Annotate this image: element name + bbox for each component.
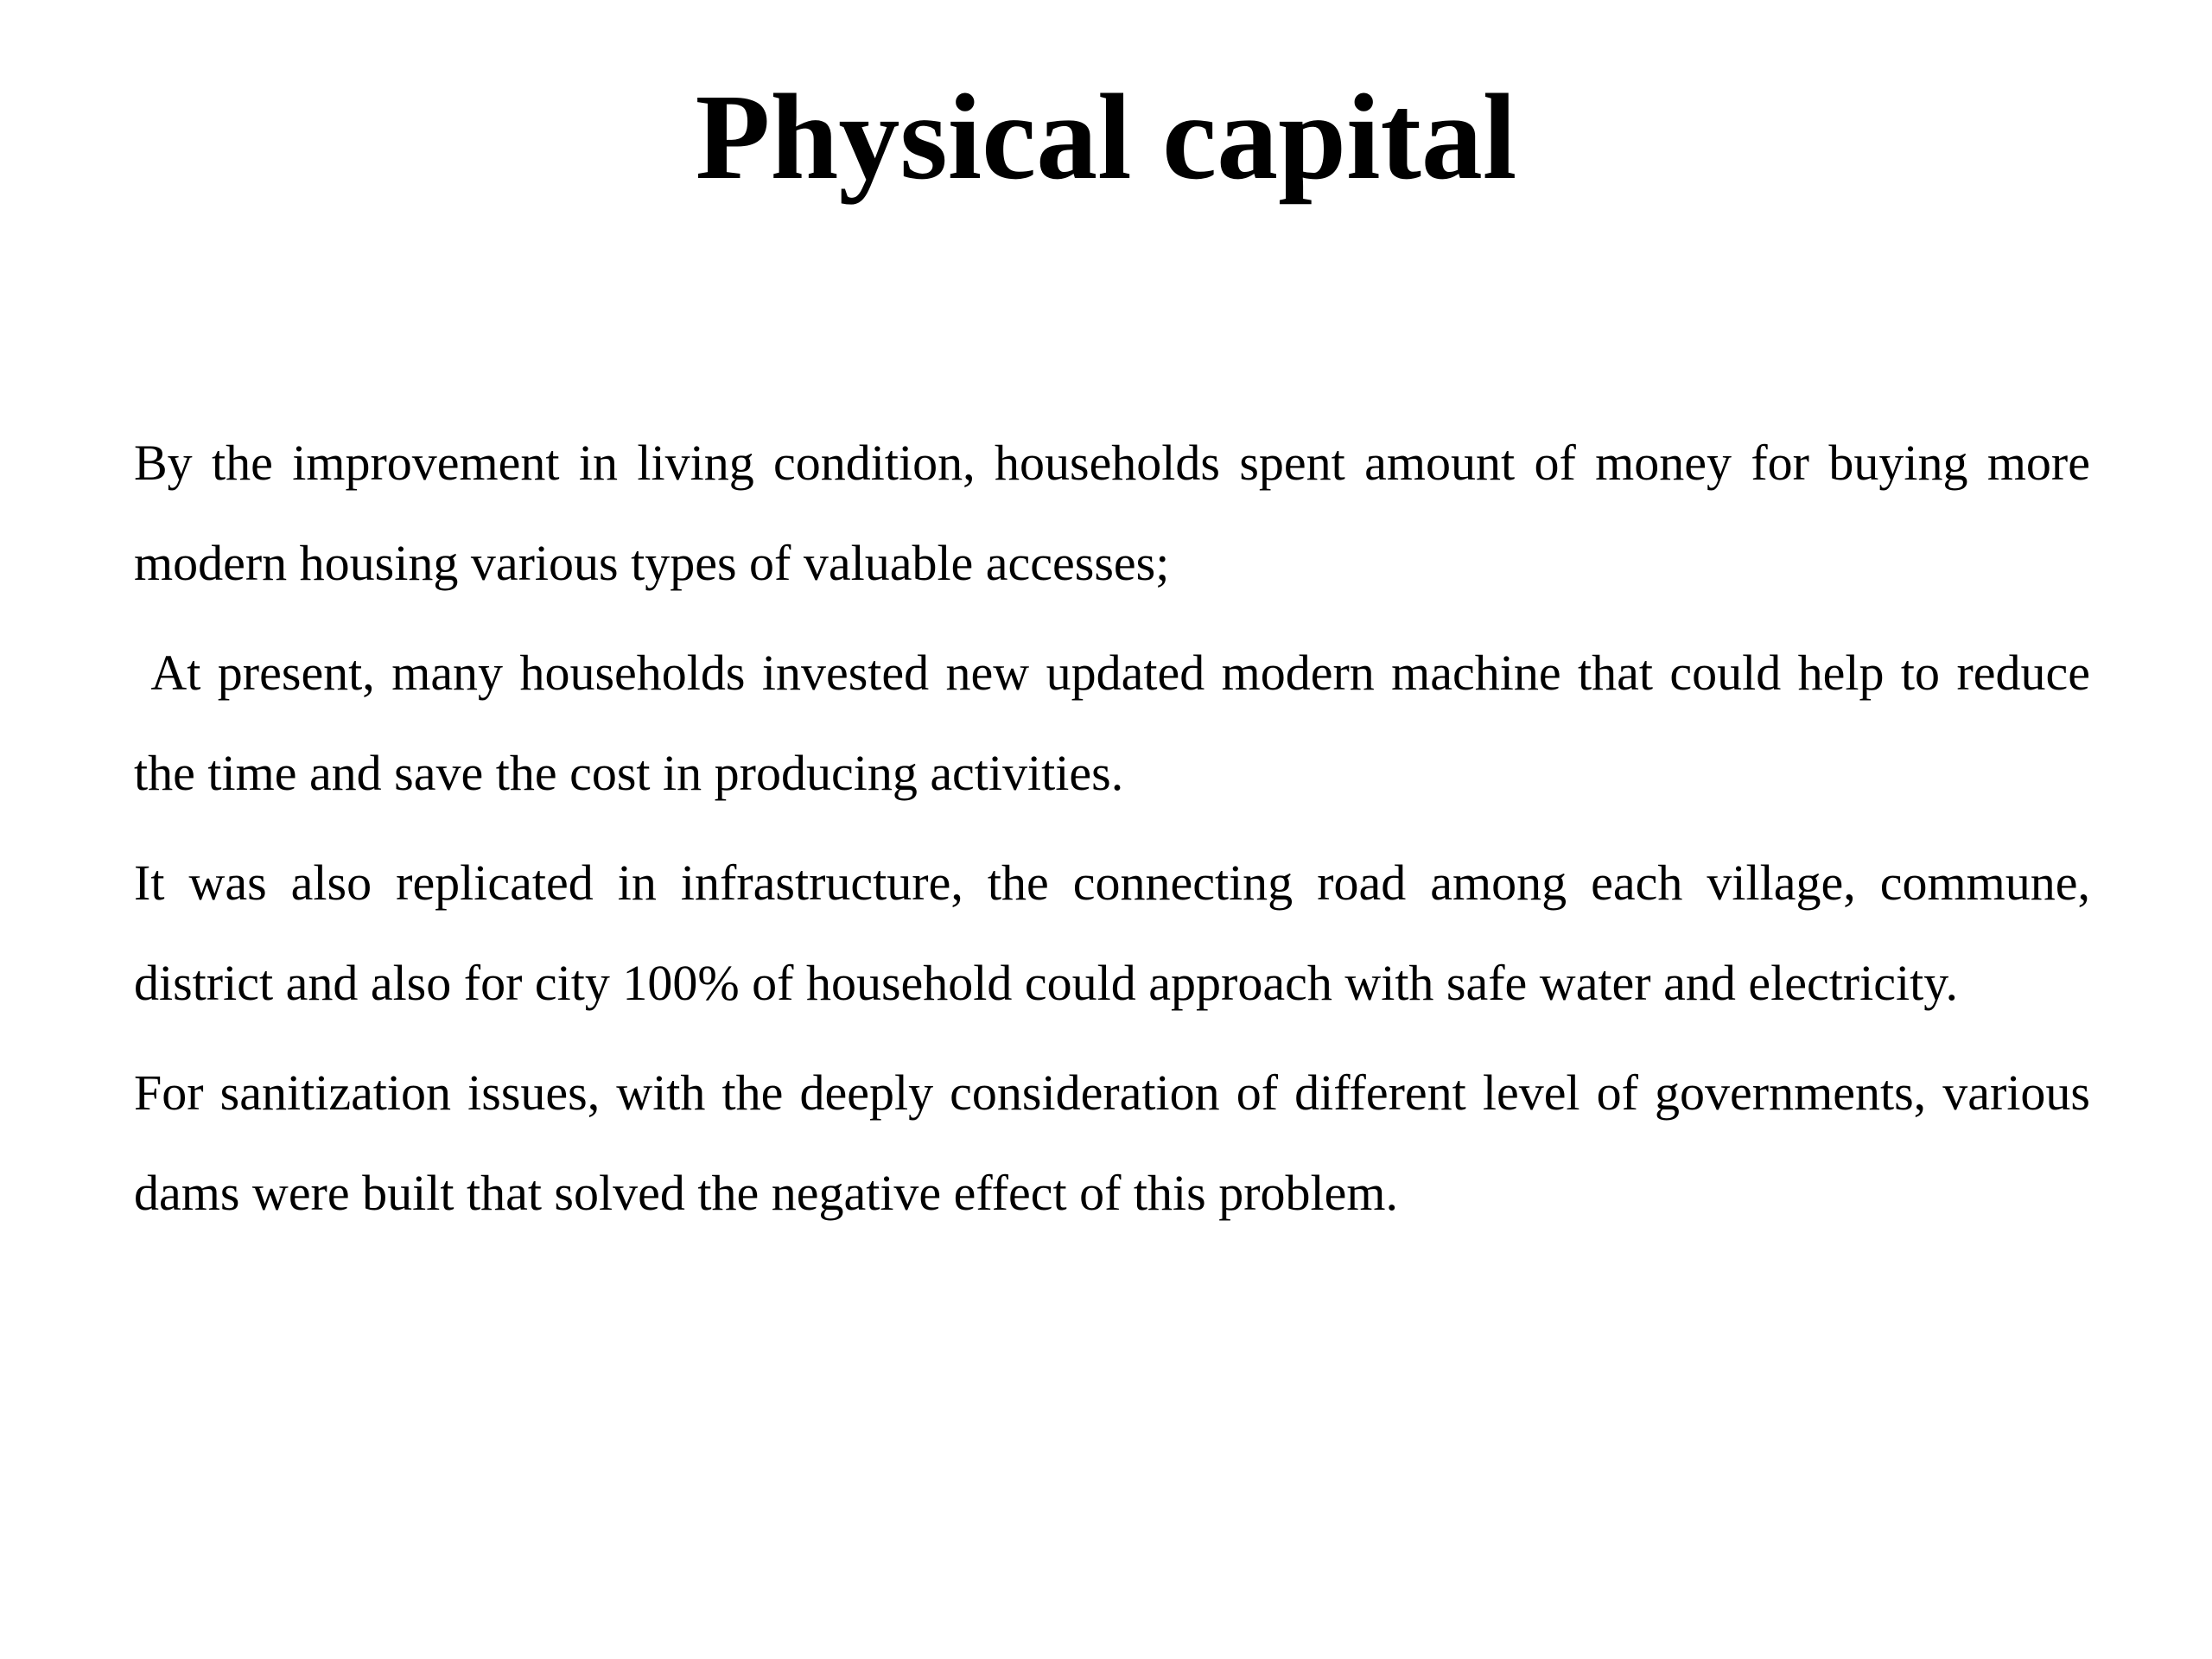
paragraph-infrastructure: It was also replicated in infrastructure, the connecting road among each village, commune, district and also for city 100% of household could approach with safe water and electricity. bbox=[134, 855, 2090, 1011]
slide-title: Physical capital bbox=[695, 68, 1517, 205]
paragraph-sanitization: For sanitization issues, with the deeply consideration of different level of governments, various dams were built that solved the negative effect of this problem. bbox=[134, 1065, 2090, 1221]
slide-body bbox=[134, 413, 2103, 1253]
paragraph-housing: By the improvement in living condition, households spent amount of money for buying more modern housing various types of valuable accesses; bbox=[134, 435, 2090, 591]
paragraph-machinery: At present, many households invested new updated modern machine that could help to reduce the time and save the cost in producing activities. bbox=[134, 645, 2103, 801]
